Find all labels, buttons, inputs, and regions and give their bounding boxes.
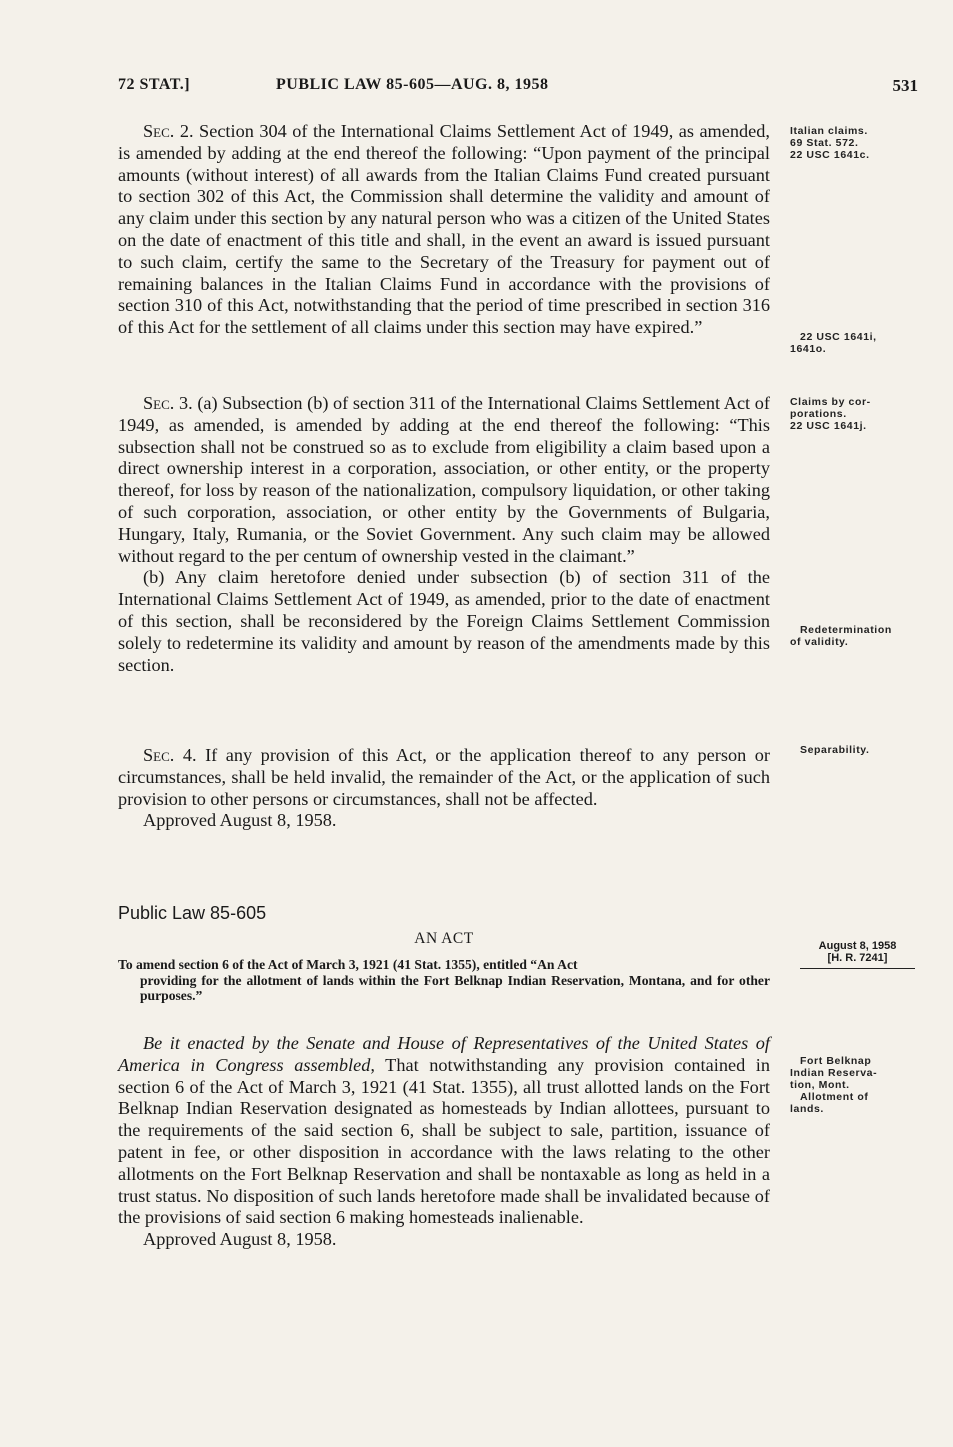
section-2-label: Sec. 2. <box>143 121 194 141</box>
public-law-title: Public Law 85-605 <box>118 903 267 923</box>
margin-note-usc-1641i: 22 USC 1641i, 1641o. <box>790 331 877 355</box>
section-4-text: If any provision of this Act, or the application thereof to any person or circumstances, shall be held invalid, the remainder of the Act, or the application of such provision to other persons or circumstances, shall not be affected. <box>118 745 771 809</box>
section-4-label: Sec. 4. <box>143 745 197 765</box>
page-header <box>118 76 918 100</box>
act-purpose <box>118 957 770 1004</box>
section-2-text: Section 304 of the International Claims Settlement Act of 1949, as amended, is amended by adding at the end thereof the following: “Upon payment of the principal amounts (without interest) of all awards from the Italian Claims Fund created pursuant to section 302 of this Act, the Commission shall determine the validity and amount of any claim under this section by any natural person who was a citizen of the United States on the date of enactment of this title and shall, in the event an award is issued pursuant to such claim, certify the same to the Secretary of the Treasury for payment out of remaining balances in the Italian Claims Fund in accordance with the provisions of section 310 of this Act, notwithstanding that the period of time prescribed in section 316 of this Act for the settlement of all claims under this section may have expired.” <box>118 121 770 338</box>
act-main-text: That notwithstanding any provision contained in section 6 of the Act of March 3, 1921 (41 Stat. 1355), all trust allotted lands on the Fort Belknap Indian Reservation designated as homesteads by Indian allottees, pursuant to the requirements of the said section 6, shall be subject to sale, partition, issuance of patent in fee, or other disposition in accordance with the laws relating to the other allotments on the Fort Belknap Reservation and shall be nontaxable as long as held in a trust status. No disposition of such lands heretofore made shall be invalidated because of the provisions of said section 6 making homesteads inalienable. <box>118 1054 770 1228</box>
section-3-label: Sec. 3. <box>143 393 193 413</box>
enacting-clause: Be it enacted by the Senate and House of Representatives of the United States of America in Congress assembled, <box>118 1033 770 1075</box>
date-block-rule <box>800 968 915 969</box>
volume-reference: 72 STAT.] <box>118 76 191 93</box>
approval-date-bill-number: August 8, 1958 [H. R. 7241] <box>818 940 897 964</box>
running-head: PUBLIC LAW 85-605—AUG. 8, 1958 <box>276 76 549 93</box>
act-body <box>118 1033 770 1251</box>
section-3 <box>118 393 770 676</box>
act-purpose-line-2: providing for the allotment of lands within the Fort Belknap Indian Reservation, Montana, and for other purposes.” <box>140 972 770 1003</box>
margin-note-fort-belknap: Fort Belknap Indian Reserva- tion, Mont. Allotment of lands. <box>790 1055 878 1115</box>
margin-note-claims-by-corporations: Claims by cor- porations. 22 USC 1641j. <box>790 396 871 432</box>
section-3b-text: (b) Any claim heretofore denied under subsection (b) of section 311 of the International Claims Settlement Act of 1949, as amended, prior to the date of enactment of this section, shall be reconsidered by the Foreign Claims Settlement Commission solely to redetermine its validity and amount by reason of the amendments made by this section. <box>118 567 770 675</box>
act-purpose-line-1: To amend section 6 of the Act of March 3, 1921 (41 Stat. 1355), entitled “An Act <box>118 957 578 972</box>
act-heading: AN ACT <box>414 930 474 947</box>
approved-date-1: Approved August 8, 1958. <box>143 810 337 831</box>
section-4 <box>118 745 770 832</box>
margin-note-separability: Separability. <box>800 744 870 756</box>
approved-date-2: Approved August 8, 1958. <box>143 1229 337 1250</box>
margin-note-italian-claims: Italian claims. 69 Stat. 572. 22 USC 1641c. <box>790 125 870 161</box>
section-2 <box>118 121 770 339</box>
page-number: 531 <box>892 76 918 95</box>
margin-note-redetermination: Redetermination of validity. <box>790 624 892 648</box>
section-3a-text: (a) Subsection (b) of section 311 of the International Claims Settlement Act of 1949, as amended, is amended by adding at the end thereof the following: “This subsection shall not be construed so as to exclude from eligibility a claim based upon a direct ownership interest in a corporation, association, or other entity, or the property thereof, for loss by reason of the nationalization, compulsory liquidation, or other taking of such corporation, association, or other entity by the Governments of Bulgaria, Hungary, Italy, Rumania, or the Soviet Government. Any such claim may be allowed without regard to the per centum of ownership vested in the claimant.” <box>118 393 770 566</box>
